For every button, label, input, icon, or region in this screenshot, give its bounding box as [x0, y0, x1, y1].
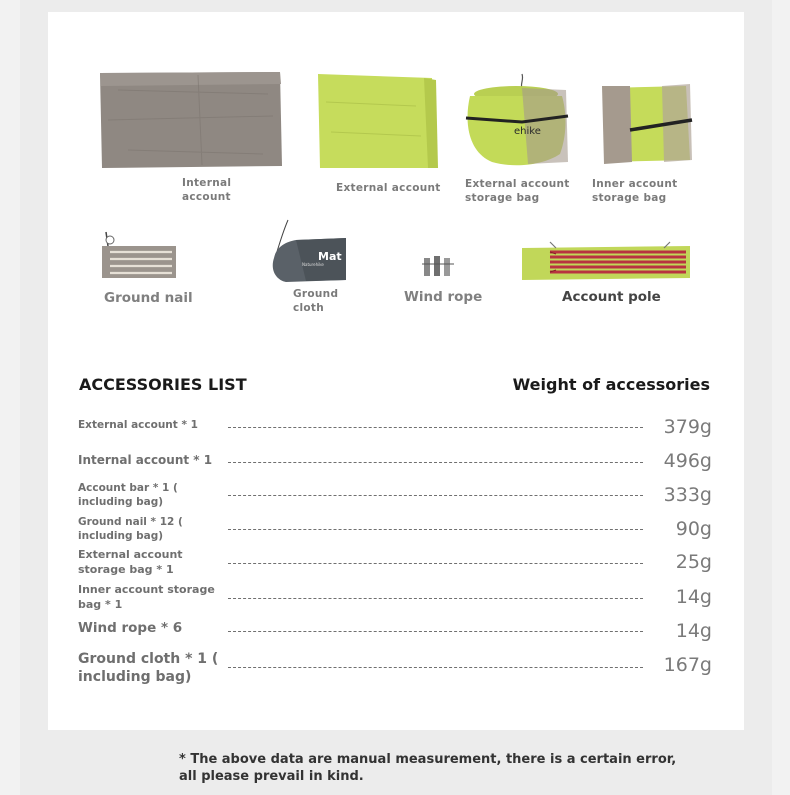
item-name: Account bar * 1 ( including bag)	[78, 482, 178, 508]
ground-cloth-image	[266, 218, 350, 284]
dash-leader	[228, 598, 643, 599]
dash-leader	[228, 427, 643, 428]
bag-brand-text: ehike	[514, 126, 541, 137]
dash-leader	[228, 529, 643, 530]
external-account-label: External account	[336, 182, 441, 194]
list-item	[78, 515, 712, 545]
footnote: * The above data are manual measurement, there is a certain error, all please prevail in kind.	[179, 752, 677, 784]
external-storage-bag-image	[462, 72, 570, 168]
item-weight: 25g	[675, 551, 712, 573]
item-weight: 167g	[663, 654, 712, 676]
account-pole-label: Account pole	[562, 289, 661, 305]
external-account-image	[316, 72, 440, 170]
wind-rope-label: Wind rope	[404, 289, 483, 305]
list-item	[78, 620, 712, 642]
item-name: Internal account * 1	[78, 453, 213, 467]
dash-leader	[228, 462, 643, 463]
item-weight: 379g	[663, 416, 712, 438]
wind-rope-image	[420, 254, 458, 280]
list-item	[78, 650, 712, 688]
list-item	[78, 582, 712, 614]
list-item	[78, 416, 712, 436]
item-weight: 14g	[675, 620, 712, 642]
item-weight: 14g	[675, 586, 712, 608]
svg-text:Naturehike: Naturehike	[302, 262, 324, 267]
internal-account-label: Internal account	[182, 177, 232, 203]
dash-leader	[228, 667, 643, 668]
item-weight: 333g	[663, 484, 712, 506]
list-item	[78, 481, 712, 511]
account-pole-image	[520, 240, 692, 282]
item-name: External account storage bag * 1	[78, 548, 183, 576]
accessories-list-title: ACCESSORIES LIST	[79, 375, 247, 394]
dash-leader	[228, 631, 643, 632]
ground-cloth-label: Ground cloth	[293, 288, 339, 314]
inner-storage-bag-label: Inner account storage bag	[592, 178, 678, 204]
item-name: Ground cloth * 1 ( including bag)	[78, 651, 219, 685]
item-name: Inner account storage bag * 1	[78, 583, 215, 611]
weight-title: Weight of accessories	[512, 375, 710, 394]
item-name: Wind rope * 6	[78, 620, 183, 636]
external-storage-bag-label: External account storage bag	[465, 178, 570, 204]
dash-leader	[228, 563, 643, 564]
internal-account-image	[98, 70, 284, 170]
list-item	[78, 547, 712, 579]
item-name: External account * 1	[78, 419, 198, 431]
item-weight: 496g	[663, 450, 712, 472]
item-name: Ground nail * 12 ( including bag)	[78, 516, 183, 542]
inner-storage-bag-image	[600, 80, 696, 166]
ground-nail-label: Ground nail	[104, 290, 193, 306]
list-item	[78, 450, 712, 470]
ground-cloth-bag-text: Mat	[318, 250, 342, 263]
dash-leader	[228, 495, 643, 496]
item-weight: 90g	[675, 518, 712, 540]
ground-nail-image	[100, 228, 178, 280]
